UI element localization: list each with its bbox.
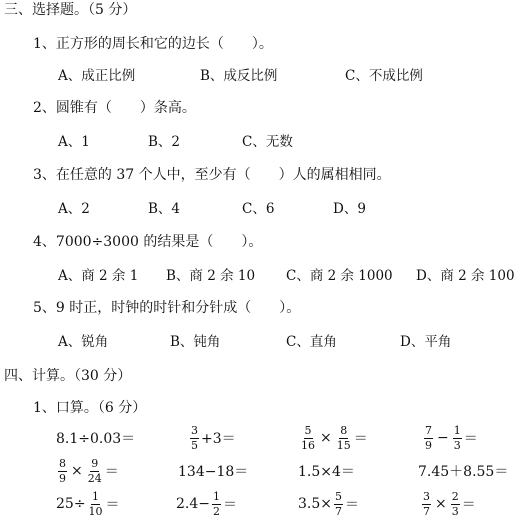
- calc-r2-e3: 1.5×4＝: [298, 464, 355, 480]
- section-4-title: 四、计算。（30 分）: [4, 368, 132, 384]
- q3-option-b: B、4: [148, 201, 181, 217]
- q3-option-d: D、9: [333, 201, 366, 217]
- section-3-title: 三、选择题。（5 分）: [4, 2, 137, 18]
- q4-option-d: D、商 2 余 100: [416, 268, 515, 284]
- q4-option-c: C、商 2 余 1000: [286, 268, 393, 284]
- q4-option-a: A、商 2 余 1: [58, 268, 139, 284]
- calc-r3-e3: 3.5× $\frac{5}{7}$ ＝: [298, 489, 359, 518]
- calc-r1-e3: $\frac{5}{16}$ × $\frac{8}{15}$ ＝: [301, 423, 368, 452]
- question-4: 4、7000÷3000 的结果是（ ）。: [33, 234, 263, 250]
- subsection-oral-calc: 1、口算。（6 分）: [33, 400, 147, 416]
- q5-option-a: A、锐角: [58, 334, 109, 350]
- q2-option-c: C、无数: [242, 134, 293, 150]
- q1-option-a: A、成正比例: [58, 68, 136, 84]
- calc-r3-e4: $\frac{3}{7}$ × $\frac{2}{3}$ ＝: [423, 489, 476, 518]
- q5-option-b: B、钝角: [170, 334, 221, 350]
- question-5: 5、9 时正，时钟的时针和分针成（ ）。: [33, 300, 301, 316]
- fraction: $\frac{7}{9}$: [425, 423, 432, 452]
- fraction: $\frac{8}{15}$: [336, 423, 351, 452]
- question-3: 3、在任意的 37 个人中，至少有（ ）人的属相相同。: [33, 167, 391, 183]
- q1-option-c: C、不成比例: [345, 68, 423, 84]
- calc-r3-e1: 25÷ $\frac{1}{10}$ ＝: [56, 489, 120, 518]
- q5-option-c: C、直角: [286, 334, 337, 350]
- fraction: $\frac{1}{2}$: [213, 489, 220, 518]
- fraction: $\frac{8}{9}$: [59, 456, 66, 485]
- q3-option-c: C、6: [242, 201, 275, 217]
- calc-r1-e2: $\frac{3}{5}$ +3＝: [191, 423, 236, 452]
- fraction: $\frac{5}{7}$: [335, 489, 342, 518]
- fraction: $\frac{2}{3}$: [451, 489, 459, 518]
- calc-r2-e4: 7.45＋8.55＝: [418, 464, 509, 480]
- fraction: $\frac{9}{24}$: [87, 456, 102, 485]
- fraction: $\frac{1}{3}$: [453, 423, 461, 452]
- q5-option-d: D、平角: [400, 334, 452, 350]
- q2-option-b: B、2: [148, 134, 181, 150]
- q3-option-a: A、2: [58, 201, 90, 217]
- fraction: $\frac{1}{10}$: [88, 489, 103, 518]
- question-2: 2、圆锥有（ ）条高。: [33, 100, 196, 116]
- q4-option-b: B、商 2 余 10: [166, 268, 256, 284]
- calc-r2-e1: $\frac{8}{9}$ × $\frac{9}{24}$ ＝: [59, 456, 119, 485]
- q1-option-b: B、成反比例: [200, 68, 278, 84]
- fraction: $\frac{3}{7}$: [423, 489, 430, 518]
- calc-r1-e4: $\frac{7}{9}$ − $\frac{1}{3}$ ＝: [425, 423, 478, 452]
- fraction: $\frac{5}{16}$: [301, 423, 315, 452]
- fraction: $\frac{3}{5}$: [191, 423, 198, 452]
- q2-option-a: A、1: [58, 134, 90, 150]
- calc-r2-e2: 134−18＝: [178, 464, 249, 480]
- calc-r3-e2: 2.4− $\frac{1}{2}$ ＝: [176, 489, 237, 518]
- calc-r1-e1: 8.1÷0.03＝: [56, 431, 136, 447]
- question-1: 1、正方形的周长和它的边长（ ）。: [33, 36, 273, 52]
